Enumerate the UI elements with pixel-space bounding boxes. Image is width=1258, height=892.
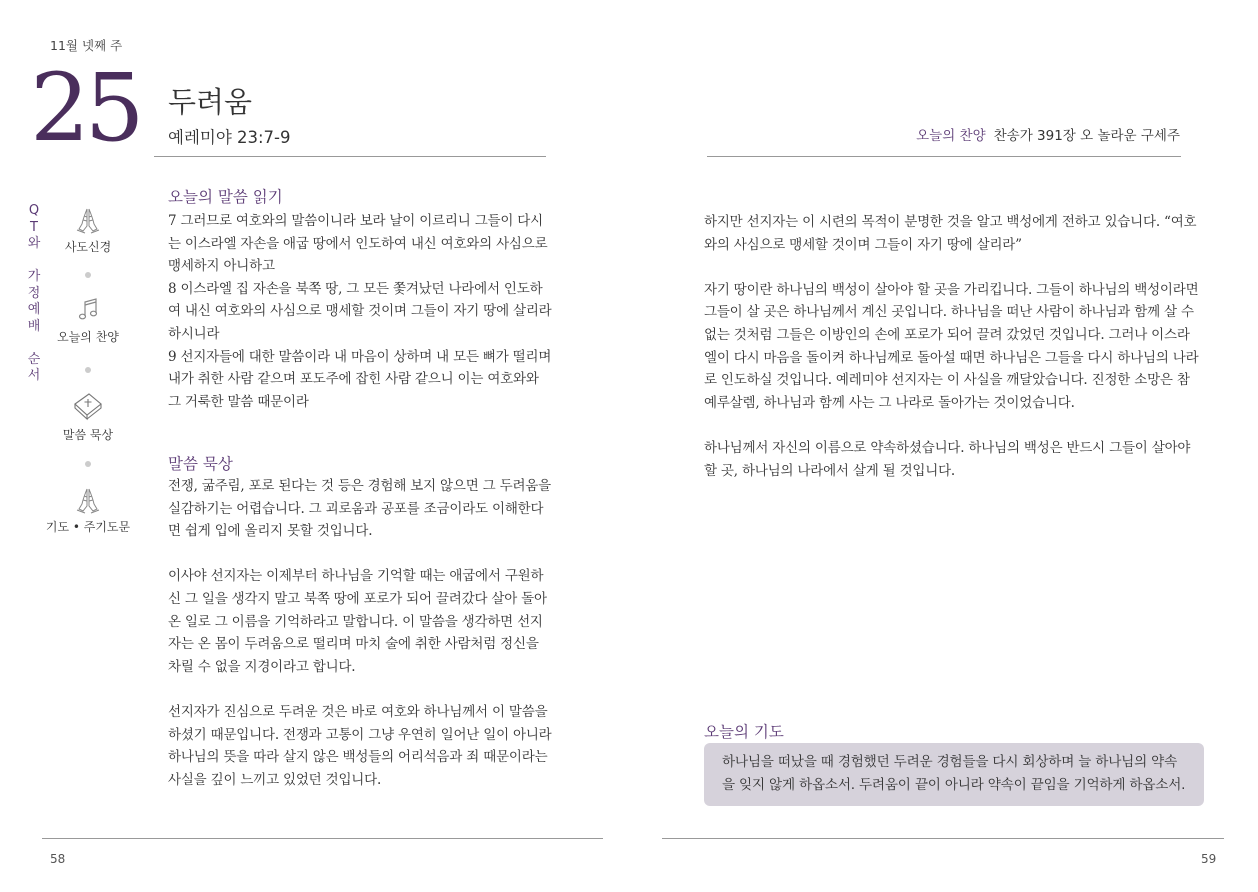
reading-passage <box>168 210 552 413</box>
step-label: 오늘의 찬양 <box>57 330 119 344</box>
meditation-paragraph: 자기 땅이란 하나님의 백성이 살아야 할 곳을 가리킵니다. 그들이 하나님의 백성이라면 그들이 살 곳은 하나님께서 계신 곳입니다. 하나님을 떠난 사람이 하나님과 함께 살 수 없는 것처럼 그들은 이방인의 손에 포로가 되어 끌려 갔었던 것입니다. 그러나 이스라엘이 다시 마음을 돌이켜 하나님께로 돌아설 때면 하나님은 그들을 다시 하나님의 나라로 인도하실 것입니다. 예레미야 선지자는 이 사실을 깨달았습니다. 진정한 소망은 참 예루살렘, 하나님과 함께 사는 그 나라로 돌아가는 것이었습니다. <box>704 281 1199 411</box>
vertical-title-char: T <box>30 219 38 235</box>
page-number-left: 58 <box>50 852 66 866</box>
week-label: 11월 넷째 주 <box>50 38 123 53</box>
header-divider-left <box>154 156 546 157</box>
verse <box>168 346 552 414</box>
prayer-heading: 오늘의 기도 <box>704 723 784 741</box>
vertical-title-char: Q <box>28 203 40 218</box>
verse-text: 선지자들에 대한 말씀이라 내 마음이 상하며 내 모든 뼈가 떨리며 내가 취한 사람 같으며 포도주에 잡힌 사람 같으니 이는 여호와와 그 거룩한 말씀 때문이라 <box>168 348 552 410</box>
hymn-text: 찬송가 391장 오 놀라운 구세주 <box>993 128 1180 144</box>
meditation-paragraph: 전쟁, 굶주림, 포로 된다는 것 등은 경험해 보지 않으면 그 두려움을 실감하기는 어렵습니다. 그 괴로움과 공포를 조금이라도 이해한다면 쉽게 입에 올리지 못할 것입니다. <box>168 478 551 540</box>
meditation-paragraph: 하나님께서 자신의 이름으로 약속하셨습니다. 하나님의 백성은 반드시 그들이 살아야 할 곳, 하나님의 나라에서 살게 될 것입니다. <box>704 439 1191 479</box>
verse-number: 8 <box>168 280 177 297</box>
verse-text: 이스라엘 집 자손을 북쪽 땅, 그 모든 쫓겨났던 나라에서 인도하여 내신 여호와의 사심으로 맹세할 것이며 그들이 자기 땅에 살리라 하시니라 <box>168 280 552 342</box>
meditation-paragraph: 선지자가 진심으로 두려운 것은 바로 여호와 하나님께서 이 말씀을 하셨기 때문입니다. 전쟁과 고통이 그냥 우연히 일어난 일이 아니라 하나님의 뜻을 따라 살지 않은 백성들의 어리석음과 죄 때문이라는 사실을 깊이 느끼고 있었던 것입니다. <box>168 703 552 788</box>
prayer-box <box>704 743 1204 806</box>
meditation-paragraph: 이사야 선지자는 이제부터 하나님을 기억할 때는 애굽에서 구원하신 그 일을 생각지 말고 북쪽 땅에 포로가 되어 끌려갔다 살아 돌아온 일로 그 이름을 기억하라고 말합니다. 이 말씀을 생각하면 선지자는 온 몸이 두려움으로 떨리며 마치 술에 취한 사람처럼 정신을 차릴 수 없을 지경이라고 합니다. <box>168 568 547 675</box>
step-word-meditation <box>40 390 136 443</box>
verse <box>168 210 552 278</box>
step-todays-hymn <box>40 296 136 345</box>
meditation-paragraph: 하지만 선지자는 이 시련의 목적이 분명한 것을 알고 백성에게 전하고 있습니다. “여호와의 사심으로 맹세할 것이며 그들이 자기 땅에 살리라” <box>704 214 1197 253</box>
step-prayer <box>40 486 136 535</box>
vertical-title-char: 와 <box>27 236 41 251</box>
step-separator-dot <box>85 461 91 467</box>
vertical-title-char: 가 <box>27 269 41 284</box>
praying-hands-icon <box>73 206 103 234</box>
meditation-text-right <box>704 211 1202 482</box>
verse <box>168 278 552 346</box>
page-number-right: 59 <box>1201 852 1217 866</box>
music-note-icon <box>73 296 103 324</box>
verse-number: 7 <box>168 213 177 229</box>
scripture-reference: 예레미야 23:7-9 <box>168 128 291 147</box>
vertical-title-char: 예 <box>27 302 41 317</box>
vertical-title-char: 정 <box>27 285 41 301</box>
verse-number: 9 <box>168 348 177 365</box>
step-separator-dot <box>85 367 91 373</box>
step-label: 말씀 묵상 <box>62 428 114 442</box>
meditation-heading: 말씀 묵상 <box>168 455 233 473</box>
step-separator-dot <box>85 272 91 278</box>
step-label: 사도신경 <box>64 240 112 254</box>
verse-text: 그러므로 여호와의 말씀이니라 보라 날이 이르리니 그들이 다시는 이스라엘 자손을 애굽 땅에서 인도하여 내신 여호와의 사심으로 맹세하지 아니하고 <box>168 213 548 275</box>
vertical-title-char: 배 <box>27 318 41 334</box>
header-divider-right <box>707 156 1181 157</box>
meditation-text-left <box>168 475 552 791</box>
step-label: 기도 • 주기도문 <box>45 520 131 534</box>
footer-divider-right <box>662 838 1224 839</box>
reading-heading: 오늘의 말씀 읽기 <box>168 188 283 206</box>
step-apostles-creed <box>40 206 136 255</box>
todays-hymn <box>916 124 1180 144</box>
bible-icon <box>71 390 105 422</box>
footer-divider-left <box>42 838 603 839</box>
vertical-title-char: 서 <box>27 368 41 383</box>
vertical-title-char: 순 <box>27 351 41 367</box>
praying-hands-icon <box>73 486 103 514</box>
hymn-label: 오늘의 찬양 <box>916 128 986 144</box>
day-number: 25 <box>30 54 140 163</box>
prayer-text: 하나님을 떠났을 때 경험했던 두려운 경험들을 다시 회상하며 늘 하나님의 약속을 잊지 않게 하옵소서. 두려움이 끝이 아니라 약속이 끝임을 기억하게 하옵소서. <box>722 754 1186 793</box>
page-title: 두려움 <box>168 85 253 119</box>
